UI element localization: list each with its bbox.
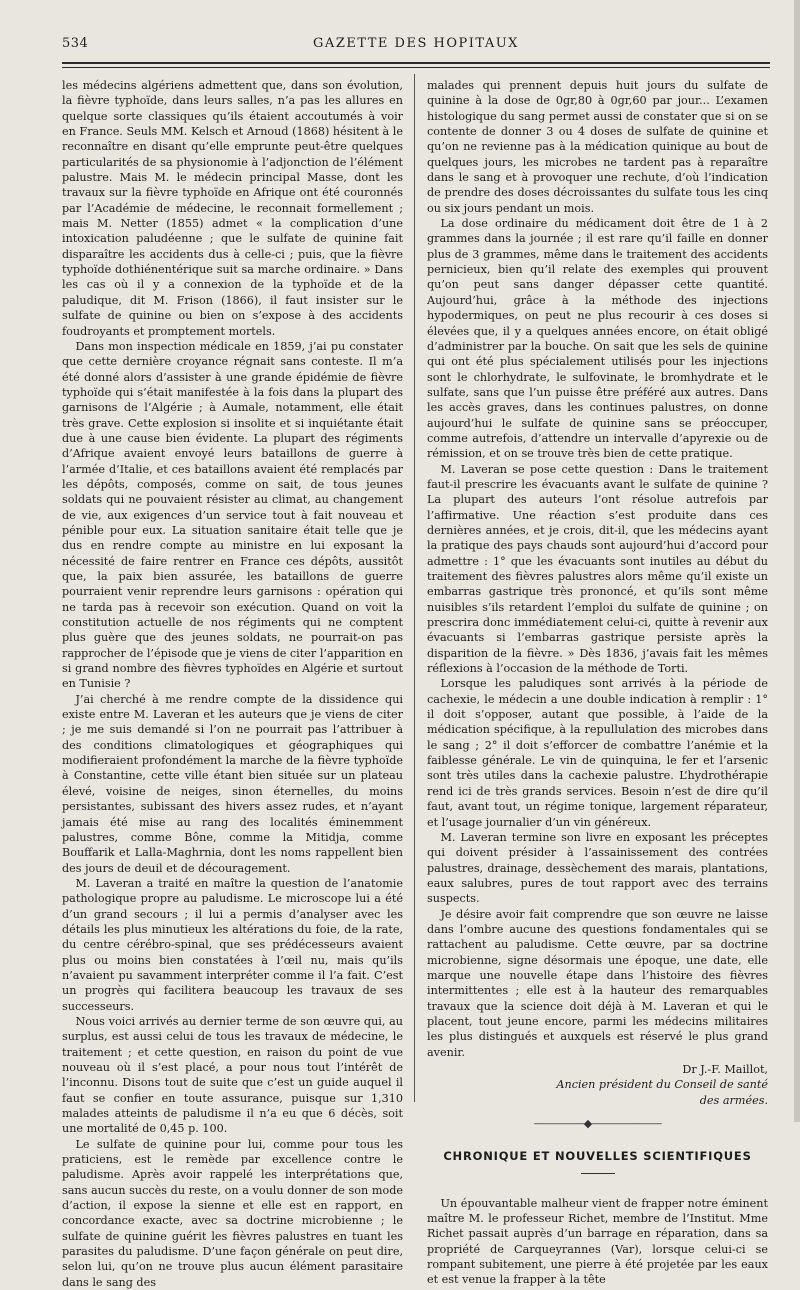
paragraph: Le sulfate de quinine pour lui, comme pour tous les praticiens, est le remède par excellence contre le paludisme. Après avoir rappelé les interprétations que, sans aucun succès du reste, on a voulu donner de son mode d’action, il expose la sienne et elle est en rapport, en concordance exacte, avec sa doctrine microbienne ; le sulfate de quinine guérit les fièvres palustres en tuant les parasites du paludisme. D’une façon générale on peut dire, selon lui, qu’on ne trouve plus aucun élément parasitaire dans le sang des (62, 1137, 403, 1289)
header-rule-thin (62, 67, 770, 68)
signature-role: des armées. (699, 1093, 768, 1107)
left-column (62, 78, 403, 1290)
paragraph: Un épouvantable malheur vient de frapper notre éminent maître M. le professeur Richet, membre de l’Institut. Mme Richet passait auprès d’un barrage en réparation, dans sa propriété de Carqueyrannes (Var), lorsque celui-ci se rompant subitement, une pierre à été projetée par les eaux et est venue la frapper à la tête (427, 1196, 768, 1287)
paragraph: les médecins algériens admettent que, dans son évolution, la fièvre typhoïde, dans leurs salles, n’a pas les allures en quelque sorte classiques qu’ils étaient accoutumés à voir en France. Seuls MM. Kelsch et Arnoud (1868) hésitent à le reconnaître en disant qu’elle emprunte peut-être quelques particularités de sa physionomie à l’adjonction de l’élément palustre. Mais M. le médecin principal Masse, dont les travaux sur la fièvre typhoïde en Afrique ont été couronnés par l’Académie de médecine, le reconnait formellement ; mais M. Netter (1855) admet « la complication d’une intoxication paludéenne ; que le sulfate de quinine fait disparaître les accidents dus à celle-ci ; puis, que la fièvre typhoïde dothiénentérique suit sa marche ordinaire. » Dans les cas où il y a connexion de la typhoïde et de la paludique, dit M. Frison (1866), il faut insister sur le sulfate de quinine ou bien on s’expose à des accidents foudroyants et promptement mortels. (62, 79, 403, 338)
paragraph: malades qui prennent depuis huit jours du sulfate de quinine à la dose de 0gr,80 à 0gr,60 par jour... L’examen histologique du sang permet aussi de constater que si on se contente de donner 3 ou 4 doses de sulfate de quinine et qu’on ne revienne pas à la médication quinique au bout de quelques jours, les microbes ne tardent pas à reparaître dans le sang et à provoquer une rechute, d’où l’indication de prendre des doses décroissantes du sulfate tous les cinq ou six jours pendant un mois. (427, 79, 768, 215)
paragraph: Nous voici arrivés au dernier terme de son œuvre qui, au surplus, est aussi celui de tous les travaux de médecine, le traitement ; et cette question, en raison du point de vue nouveau où il s’est placé, a pour nous tout l’intérêt de l’inconnu. Disons tout de suite que c’est un guide auquel il faut se confier en toute assurance, puisque sur 1,310 malades atteints de paludisme il n’a eu que 6 décès, soit une mortalité de 0,45 p. 100. (62, 1014, 403, 1136)
section-heading: CHRONIQUE ET NOUVELLES SCIENTIFIQUES (443, 1149, 752, 1164)
paragraph: M. Laveran a traité en maître la question de l’anatomie pathologique propre au paludisme. Le microscope lui a été d’un grand secours ; il lui a permis d’analyser avec les détails les plus minutieux les altérations du foie, de la rate, du centre cérébro-spinal, que ses prédécesseurs avaient plus ou moins bien constatées à l’œil nu, mais qu’ils n’avaient pu savamment interpréter comme il l’a fait. C’est un progrès qui facilitera beaucoup les travaux de ses successeurs. (62, 876, 403, 1013)
paragraph: Lorsque les paludiques sont arrivés à la période de cachexie, le médecin a une double indication à remplir : 1° il doit s’opposer, autant que possible, à l’aide de la médication spécifique, à la repullulation des microbes dans le sang ; 2° il doit s’efforcer de combattre l’anémie et la faiblesse générale. Le vin de quinquina, le fer et l’arsenic sont très utiles dans la cachexie palustre. L’hydrothérapie rend ici de très grands services. Besoin n’est de dire qu’il faut, avant tout, un régime tonique, largement réparateur, et l’usage journalier d’un vin généreux. (427, 677, 768, 829)
signature-name: Dr J.-F. Maillot, (682, 1063, 768, 1076)
paragraph: M. Laveran termine son livre en exposant les préceptes qui doivent présider à l’assainissement des contrées palustres, drainage, dessèchement des marais, plantations, eaux salubres, pures de tout rapport avec des terrains suspects. (427, 830, 768, 906)
scan-edge (794, 0, 800, 1122)
paragraph: La dose ordinaire du médicament doit être de 1 à 2 grammes dans la journée ; il est rare qu’il faille en donner plus de 3 grammes, même dans le traitement des accidents pernicieux, bien qu’il relate des exemples qui prouvent qu’on peut sans danger dépasser cette quantité. Aujourd’hui, grâce à la méthode des injections hypodermiques, on peut ne plus recourir à ces doses si élevées que, il y a quelques années encore, on était obligé d’administrer par la bouche. On sait que les sels de quinine qui ont été plus spécialement utilisés pour les injections sont le chlorhydrate, le sulfovinate, le bromhydrate et le sulfate, sans que l’un puisse être préféré aux autres. Dans les accès graves, dans les continues palustres, on donne aujourd’hui le sulfate de quinine sans se préoccuper, comme autrefois, d’attendre un intervalle d’apyrexie ou de rémission, et on se trouve très bien de cette pratique. (427, 217, 768, 461)
signature-block (427, 1062, 768, 1108)
paragraph: M. Laveran se pose cette question : Dans le traitement faut-il prescrire les évacuants avant le sulfate de quinine ? La plupart des auteurs l’ont résolue autrefois par l’affirmative. Une réaction s’est produite dans ces dernières années, et je crois, dit-il, que les médecins ayant la pratique des pays chauds sont aujourd’hui d’accord pour admettre : 1° que les évacuants sont inutiles au début du traitement des fièvres palustres alors même qu’il existe un embarras gastrique très prononcé, et qu’ils sont même nuisibles s’ils retardent l’emploi du sulfate de quinine ; on prescrira donc immédiatement celui-ci, quitte à revenir aux évacuants si l’embarras gastrique persiste après la disparition de la fièvre. » Dès 1836, j’avais fait les mêmes réflexions à l’occasion de la méthode de Torti. (427, 462, 768, 676)
heading-rule (581, 1173, 615, 1174)
column-divider (414, 74, 415, 1102)
paragraph: Dans mon inspection médicale en 1859, j’ai pu constater que cette dernière croyance régnait sans conteste. Il m’a été donné alors d’assister à une grande épidémie de fièvre typhoïde qui s’était manifestée à la fois dans la plupart des garnisons de l’Algérie ; à Aumale, notamment, elle était très grave. Cette explosion si insolite et si inquiétante était due à une cause bien évidente. La plupart des régiments d’Afrique avaient envoyé leurs bataillons de guerre à l’armée d’Italie, et ces bataillons avaient été remplacés par les dépôts, composés, comme on sait, de tous jeunes soldats qui ne pouvaient résister au climat, au changement de vie, aux exigences d’un service tout à fait nouveau et pénible pour eux. La situation sanitaire était telle que je dus en rendre compte au ministre en lui exposant la nécessité de faire rentrer en France ces dépôts, aussitôt que, la paix bien assurée, les bataillons de guerre pourraient venir reprendre leurs garnisons : opération qui ne tarda pas à recevoir son exécution. Quand on voit la constitution actuelle de nos régiments qui ne comptent plus guère que des jeunes soldats, ne pourrait-on pas rapprocher de l’épisode que je viens de citer l’apparition en si grand nombre des fièvres typhoïdes en Algérie et surtout en Tunisie ? (62, 339, 403, 691)
page-header (62, 36, 770, 56)
section-ornament: —————◆——————— (533, 1117, 662, 1131)
paragraph: J’ai cherché à me rendre compte de la dissidence qui existe entre M. Laveran et les auteurs que je viens de citer ; je me suis demandé si l’on ne pourrait pas l’attribuer à des conditions climatologiques et géographiques qui modifieraient profondément la marche de la fièvre typhoïde à Constantine, cette ville étant bien située sur un plateau élevé, voisine de neiges, sinon éternelles, du moins persistantes, subissant des hivers assez rudes, et n’ayant jamais été mise au rang des localités éminemment palustres, comme Bône, comme la Mitidja, comme Bouffarik et Lalla-Maghrnia, dont les noms rappellent bien des jours de deuil et de découragement. (62, 692, 403, 875)
header-rule-thick (62, 62, 770, 64)
signature-role: Ancien président du Conseil de santé (556, 1078, 768, 1092)
paragraph: Je désire avoir fait comprendre que son œuvre ne laisse dans l’ombre aucune des questions fondamentales qui se rattachent au paludisme. Cette œuvre, par sa doctrine microbienne, signe désormais une époque, une date, elle marque une nouvelle étape dans l’histoire des fièvres intermittentes ; elle est à la hauteur des remarquables travaux que la science doit déjà à M. Laveran et qui le placent, tout jeune encore, parmi les médecins militaires les plus distingués et auxquels est réservé le plus grand avenir. (427, 907, 768, 1059)
running-title: GAZETTE DES HOPITAUX (313, 36, 519, 51)
page-number: 534 (62, 36, 89, 51)
right-column (427, 78, 768, 1288)
